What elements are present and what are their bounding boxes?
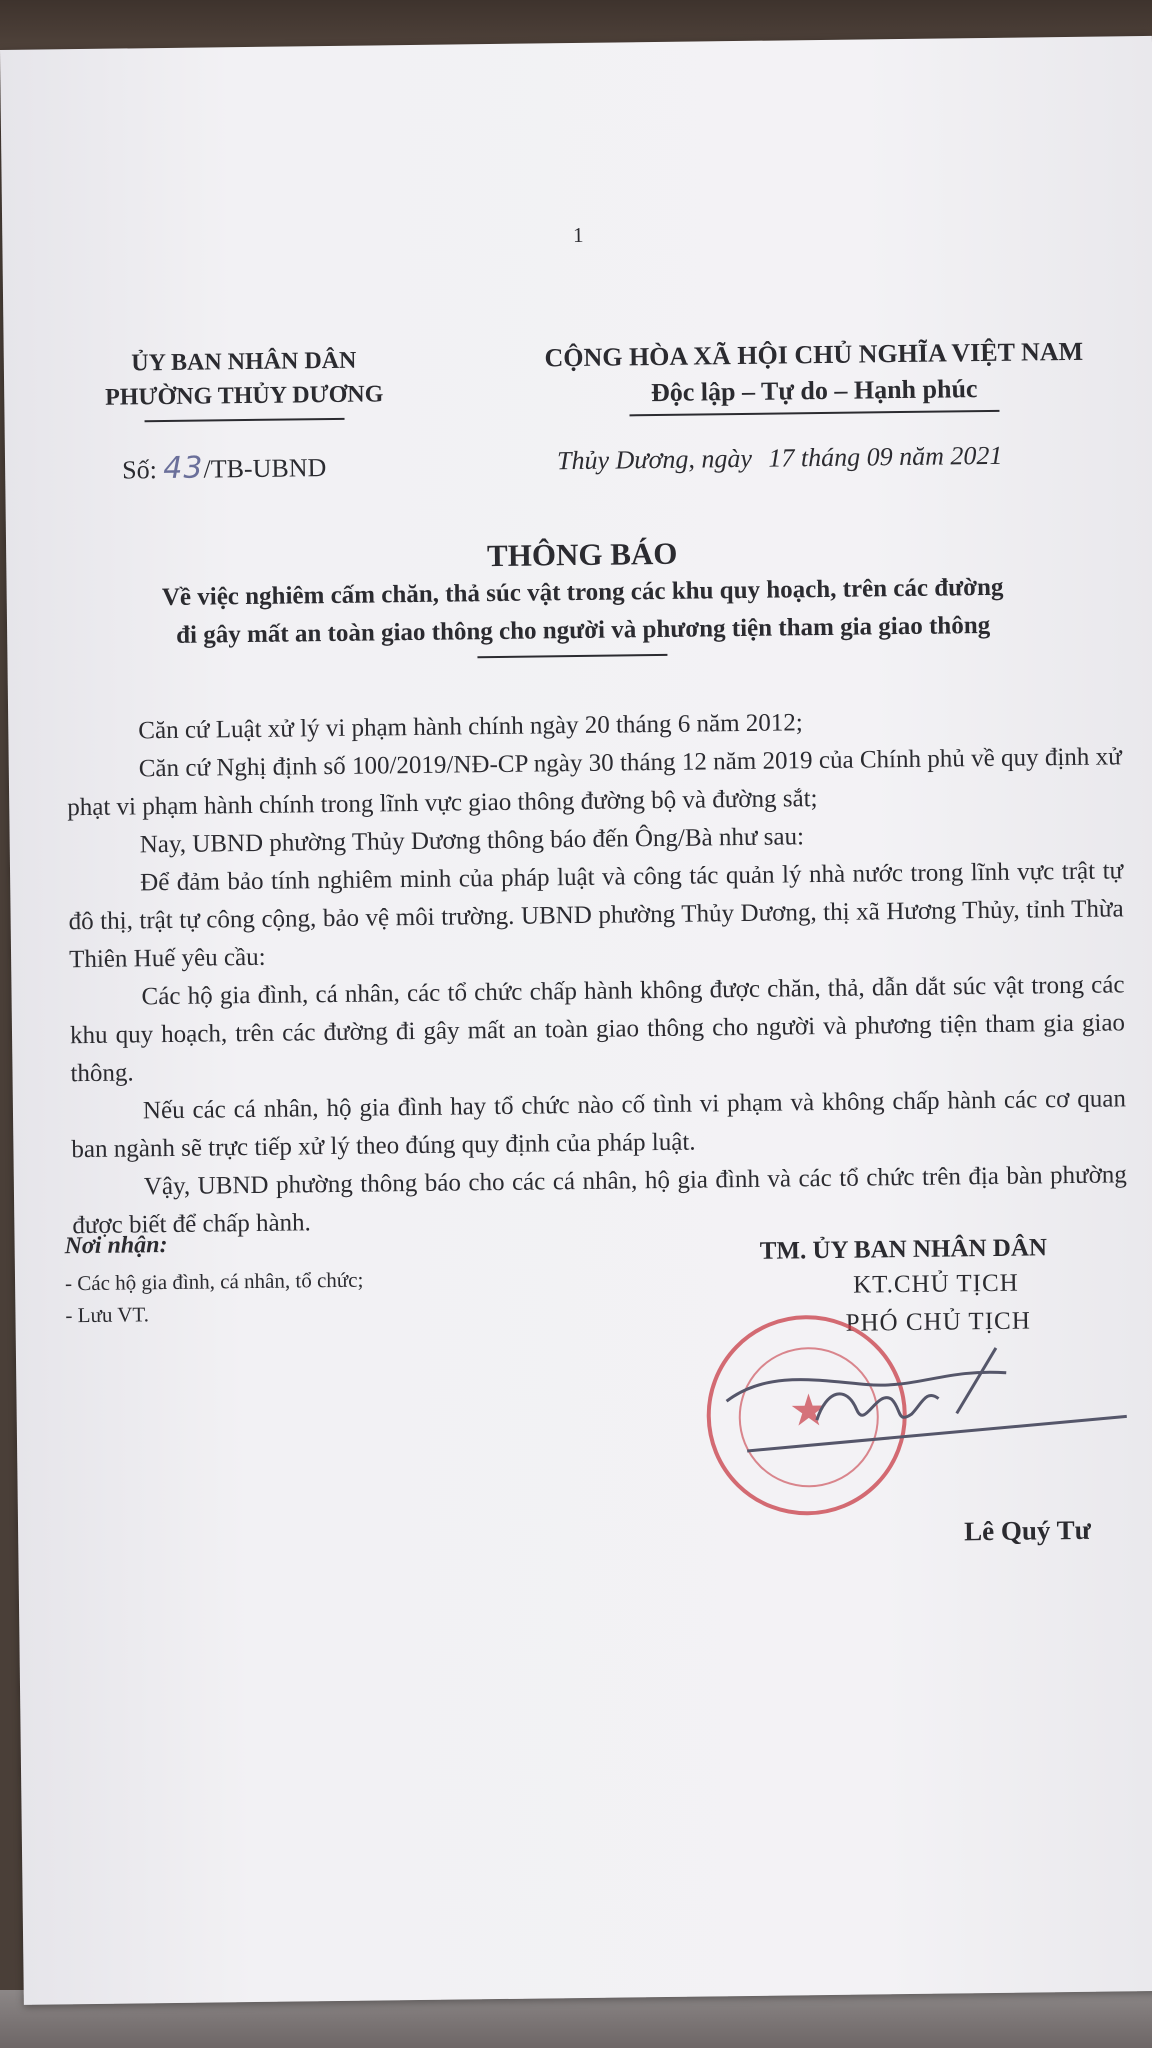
agency-name-line1: ỦY BAN NHÂN DÂN (131, 347, 357, 377)
document-body (66, 700, 1127, 1245)
signature-vice-chairman: PHÓ CHỦ TỊCH (845, 1307, 1031, 1337)
page-number: 1 (572, 222, 584, 248)
so-label: Số: (121, 455, 158, 485)
signer-name: Lê Quý Tư (963, 1514, 1092, 1547)
body-paragraph: Vậy, UBND phường thông báo cho các cá nhân, hộ gia đình và các tổ chức trên địa bàn phường được biết để chấp hành. (72, 1161, 1127, 1240)
body-paragraph: Căn cứ Nghị định số 100/2019/NĐ-CP ngày 30 tháng 12 năm 2019 của Chính phủ về quy định xử phạt vi phạm hành chính trong lĩnh vực giao thông đường bộ và đường sắt; (67, 743, 1122, 822)
national-title: CỘNG HÒA XÃ HỘI CHỦ NGHĨA VIỆT NAM (544, 336, 1084, 373)
date-day: 17 (768, 443, 795, 473)
body-paragraph: Nay, UBND phường Thủy Dương thông báo đến Ông/Bà như sau: (139, 823, 805, 859)
recipient-item: - Lưu VT. (65, 1302, 150, 1328)
place-date-prefix: Thủy Dương, ngày (556, 443, 753, 476)
handwritten-number: 43 (163, 450, 204, 487)
document-subtitle-line2: đi gây mất an toàn giao thông cho người và phương tiện tham gia giao thông (175, 611, 991, 649)
recipients-title: Nơi nhận: (64, 1232, 168, 1260)
agency-underline (145, 418, 345, 422)
date-month: 09 (866, 442, 893, 472)
star-emblem-icon: ★ (788, 1385, 829, 1436)
agency-name-line2: PHƯỜNG THỦY DƯƠNG (104, 381, 384, 411)
document-number-suffix: /TB-UBND (203, 453, 327, 484)
date-year: 2021 (950, 440, 1003, 471)
national-motto: Độc lập – Tự do – Hạnh phúc (650, 374, 978, 408)
document-title: THÔNG BÁO (486, 535, 678, 574)
place-and-date (557, 441, 1003, 476)
body-paragraph: Để đảm bảo tính nghiêm minh của pháp luật và công tác quản lý nhà nước trong lĩnh vực trật tự đô thị, trật tự công cộng, bảo vệ môi trường. UBND phường Thủy Dương, thị xã Hương Thủy, tỉnh Thừa Thiên Huế yêu cầu: (68, 857, 1124, 974)
date-month-label: tháng (800, 442, 861, 473)
document-page (0, 36, 1152, 2005)
document-number (122, 449, 327, 486)
body-paragraph: Các hộ gia đình, cá nhân, các tổ chức chấp hành không được chăn, thả, dẫn dắt súc vật trong các khu quy hoạch, trên các đường đi gây mất an toàn giao thông cho người và phương tiện tham gia giao thông. (69, 971, 1126, 1088)
signature-kt-chairman: KT.CHỦ TỊCH (852, 1269, 1019, 1299)
subtitle-underline (477, 654, 667, 658)
body-paragraph: Căn cứ Luật xử lý vi phạm hành chính ngày 20 tháng 6 năm 2012; (138, 709, 803, 745)
document-subtitle-line1: Về việc nghiêm cấm chăn, thả súc vật trong các khu quy hoạch, trên các đường (161, 573, 1004, 612)
date-year-label: năm (898, 441, 945, 472)
signature-authority: TM. ỦY BAN NHÂN DÂN (759, 1234, 1048, 1265)
recipient-item: - Các hộ gia đình, cá nhân, tổ chức; (64, 1267, 364, 1296)
body-paragraph: Nếu các cá nhân, hộ gia đình hay tổ chức nào cố tình vi phạm và không chấp hành các cơ quan ban ngành sẽ trực tiếp xử lý theo đúng quy định của pháp luật. (71, 1085, 1127, 1164)
motto-underline (629, 410, 999, 417)
handwritten-signature (706, 1326, 1138, 1481)
